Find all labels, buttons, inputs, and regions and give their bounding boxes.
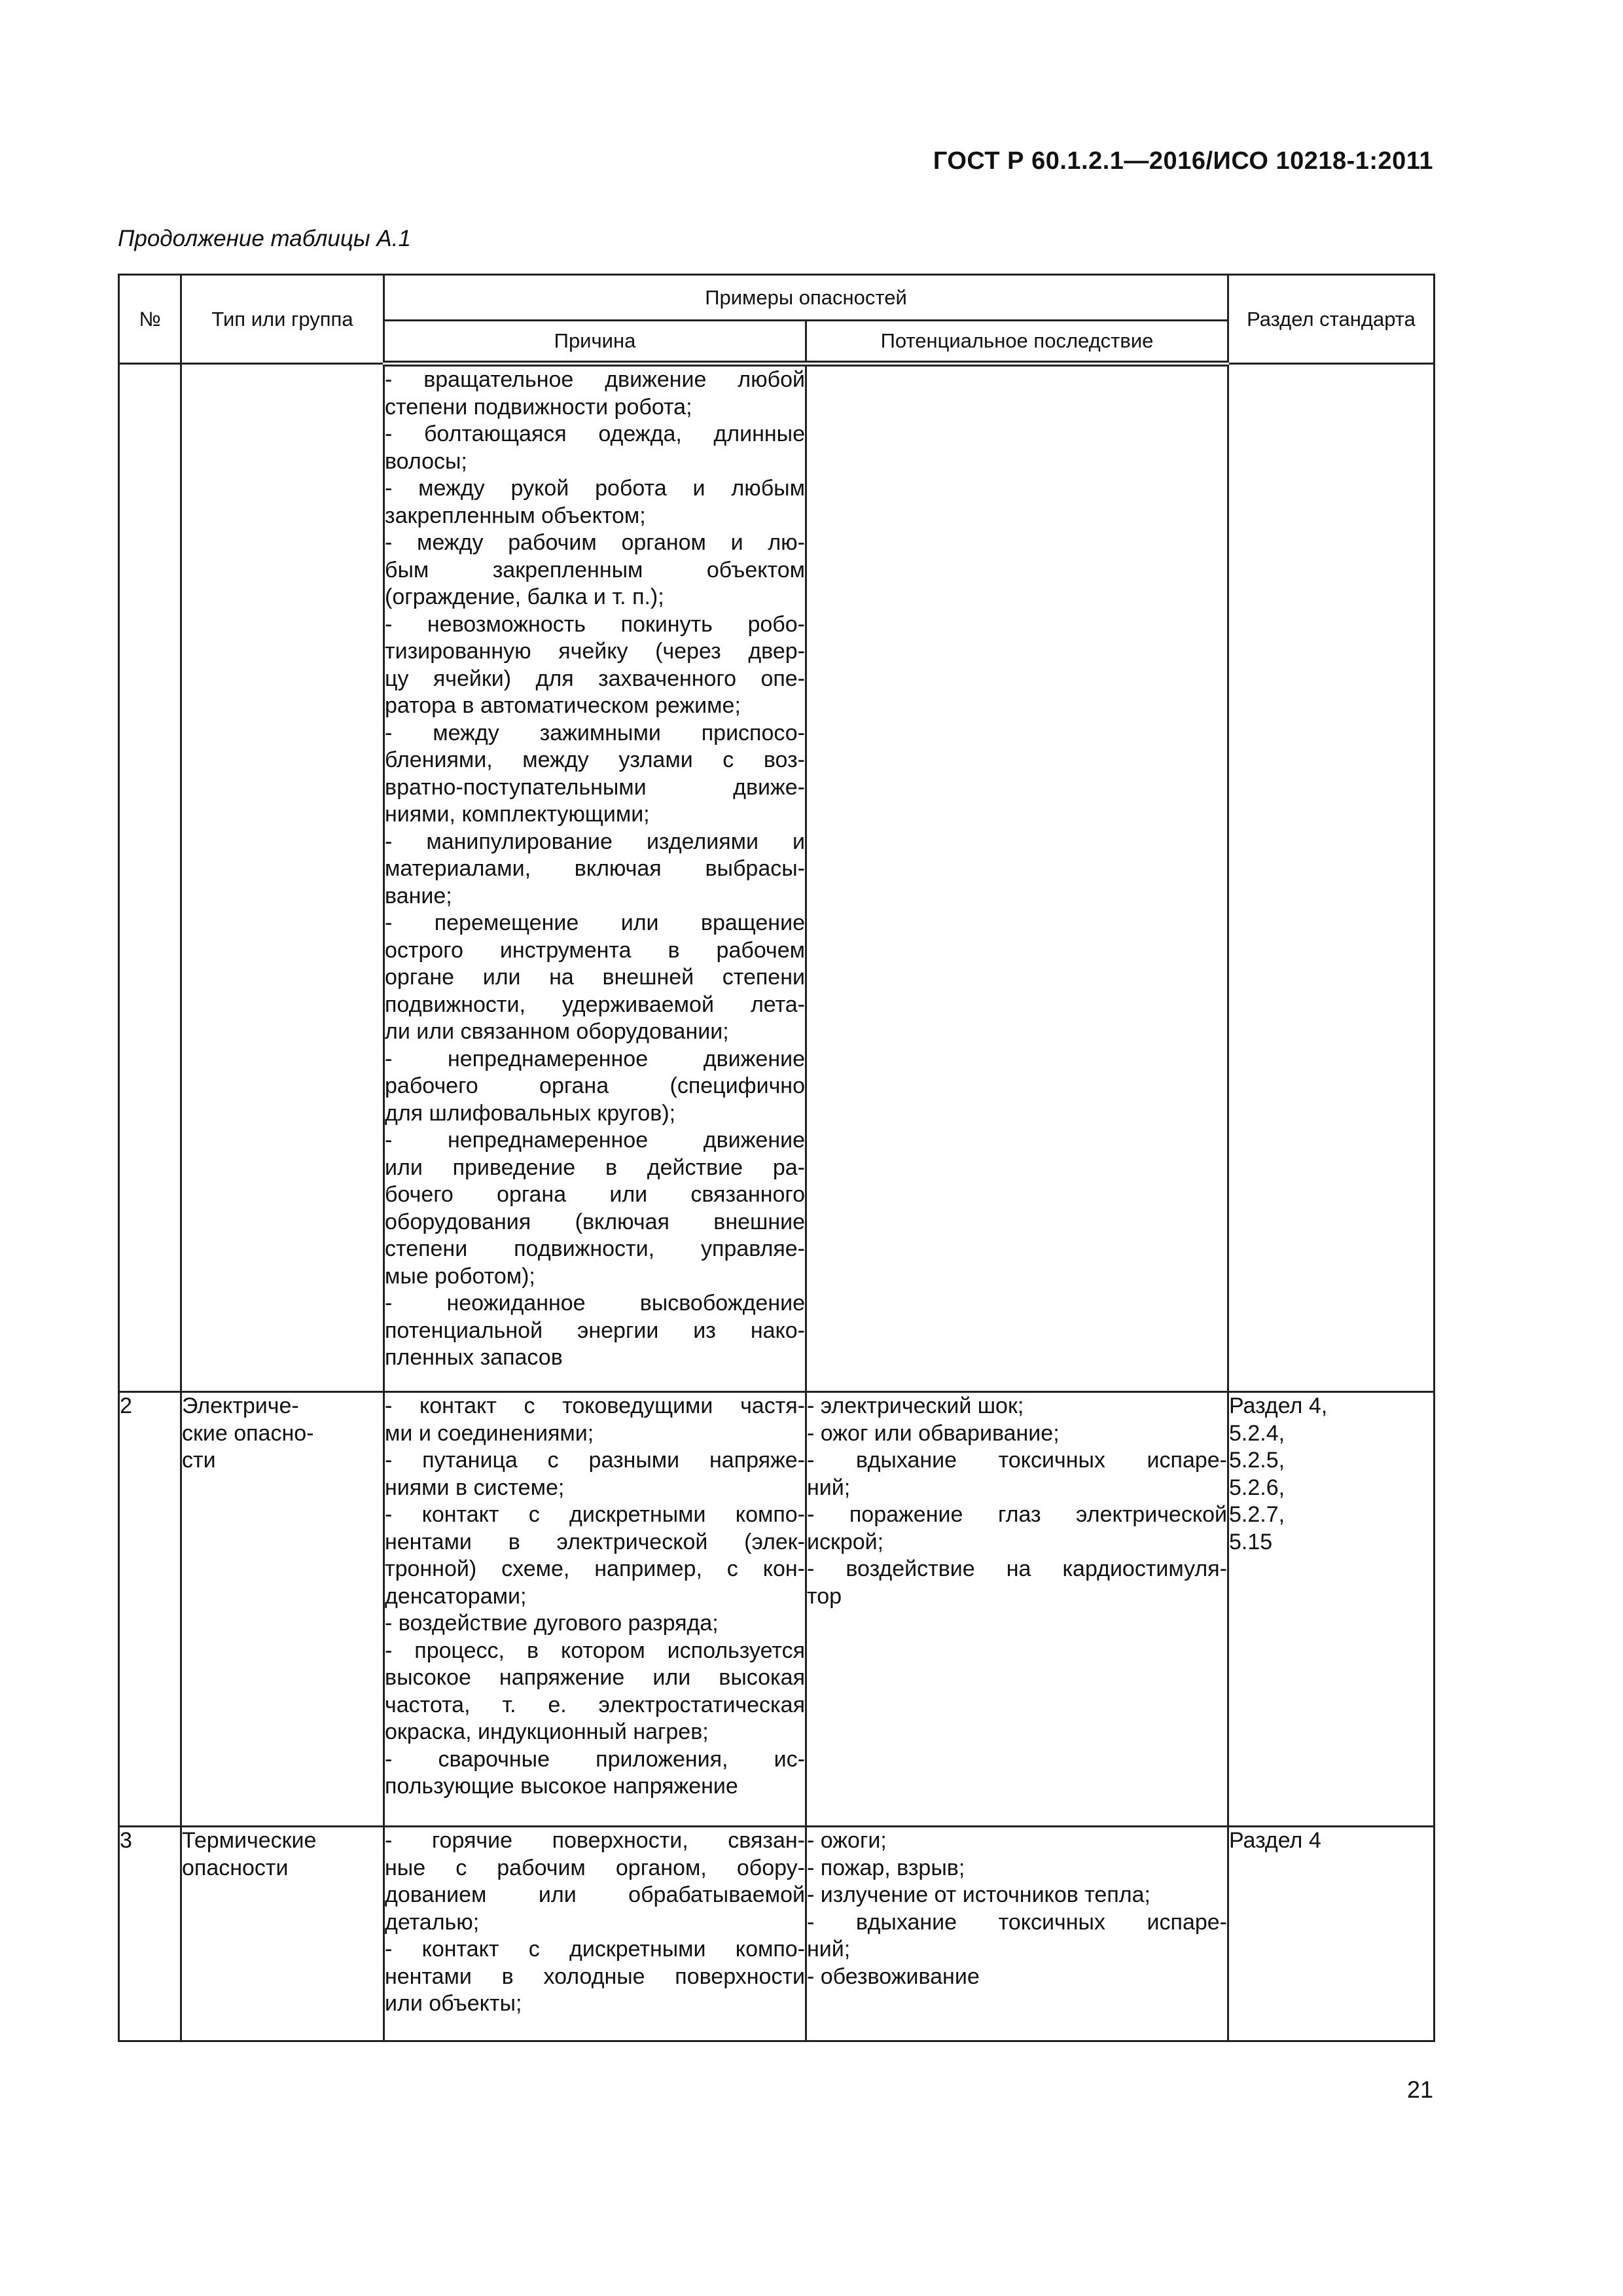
cell-line: тизированную ячейку (через двер- xyxy=(385,639,805,664)
row-number: 2 xyxy=(119,1392,181,1827)
cell-line: - электрический шок; xyxy=(807,1393,1024,1418)
cell-line: - излучение от источников тепла; xyxy=(807,1882,1150,1907)
cell-line: опасности xyxy=(182,1855,289,1880)
header-num: № xyxy=(119,275,181,364)
row-number xyxy=(119,364,181,1392)
hazard-type xyxy=(181,1392,384,1827)
cell-line: волосы; xyxy=(385,448,467,474)
document-header: ГОСТ Р 60.1.2.1—2016/ИСО 10218-1:2011 xyxy=(933,147,1433,175)
cell-line: сти xyxy=(182,1448,216,1473)
cell-line: ли или связанном оборудовании; xyxy=(385,1019,729,1044)
cell-line: (ограждение, балка и т. п.); xyxy=(385,584,664,609)
cell-line: оборудования (включая внешние xyxy=(385,1209,805,1234)
cell-line: нентами в холодные поверхности xyxy=(385,1964,805,1989)
cell-line: - воздействие дугового разряда; xyxy=(385,1611,719,1636)
cell-line: цу ячейки) для захваченного опе- xyxy=(385,666,805,691)
cell-line: - путаница с разными напряже- xyxy=(385,1448,805,1473)
header-cause: Причина xyxy=(384,321,806,364)
cell-line: - пожар, взрыв; xyxy=(807,1855,965,1880)
cell-line: - болтающаяся одежда, длинные xyxy=(385,422,805,446)
cell-line: пользующие высокое напряжение xyxy=(385,1774,738,1799)
hazards-table xyxy=(118,274,1435,2042)
cell-line: - контакт с дискретными компо- xyxy=(385,1937,805,1962)
cell-line: - вдыхание токсичных испаре- xyxy=(807,1909,1227,1935)
cell-line: - непреднамеренное движение xyxy=(385,1128,805,1153)
cell-line: вание; xyxy=(385,883,452,908)
cell-line: подвижности, удерживаемой лета- xyxy=(385,992,805,1017)
cell-line: или объекты; xyxy=(385,1991,522,2016)
cell-line: материалами, включая выбрасы- xyxy=(385,856,805,881)
cell-line: ми и соединениями; xyxy=(385,1420,594,1446)
cell-line: - поражение глаз электрической xyxy=(807,1502,1227,1527)
hazard-cause xyxy=(384,1827,806,2041)
cell-line: - вдыхание токсичных испаре- xyxy=(807,1448,1227,1473)
cell-line: 5.15 xyxy=(1229,1529,1273,1554)
cell-line: 5.2.4, xyxy=(1229,1420,1285,1446)
hazard-consequence xyxy=(806,1827,1228,2041)
hazard-cause xyxy=(384,364,806,1392)
cell-line: ные с рабочим органом, обору- xyxy=(385,1855,805,1880)
cell-line: - непреднамеренное движение xyxy=(385,1046,805,1071)
standard-section xyxy=(1228,1392,1435,1827)
cell-line: - сварочные приложения, ис- xyxy=(385,1746,805,1772)
cell-line: 5.2.7, xyxy=(1229,1502,1285,1527)
cell-line: бочего органа или связанного xyxy=(385,1182,805,1207)
cell-line: степени подвижности, управляе- xyxy=(385,1236,805,1261)
cell-line: для шлифовальных кругов); xyxy=(385,1100,676,1126)
cell-line: - между рабочим органом и лю- xyxy=(385,530,805,555)
cell-line: ниями, комплектующими; xyxy=(385,802,650,827)
cell-line: - обезвоживание xyxy=(807,1964,980,1989)
cell-line: Раздел 4, xyxy=(1229,1393,1328,1418)
cell-line: - между зажимными приспосо- xyxy=(385,720,805,745)
cell-line: тронной) схеме, например, с кон- xyxy=(385,1556,805,1581)
header-consequence: Потенциальное последствие xyxy=(806,321,1228,364)
cell-line: острого инструмента в рабочем xyxy=(385,937,805,963)
cell-line: деталью; xyxy=(385,1909,480,1935)
hazard-consequence xyxy=(806,364,1228,1392)
hazard-type xyxy=(181,1827,384,2041)
cell-line: - перемещение или вращение xyxy=(385,910,805,935)
table-row xyxy=(119,1827,1435,2041)
hazard-cause xyxy=(384,1392,806,1827)
table-row xyxy=(119,1392,1435,1827)
cell-line: ские опасно- xyxy=(182,1420,314,1446)
hazard-consequence xyxy=(806,1392,1228,1827)
cell-line: Электриче- xyxy=(182,1393,299,1418)
cell-line: ний; xyxy=(807,1937,851,1962)
cell-line: 5.2.5, xyxy=(1229,1448,1285,1473)
cell-line: ратора в автоматическом режиме; xyxy=(385,693,741,718)
cell-line: пленных запасов xyxy=(385,1345,563,1370)
header-section: Раздел стандарта xyxy=(1228,275,1435,364)
cell-line: частота, т. е. электростатическая xyxy=(385,1692,805,1717)
cell-line: высокое напряжение или высокая xyxy=(385,1665,805,1690)
cell-line: рабочего органа (специфично xyxy=(385,1073,805,1098)
page-number: 21 xyxy=(1406,2076,1433,2103)
cell-line: - контакт с дискретными компо- xyxy=(385,1502,805,1527)
hazard-type xyxy=(181,364,384,1392)
table-row xyxy=(119,364,1435,1392)
row-number: 3 xyxy=(119,1827,181,2041)
cell-line: окраска, индукционный нагрев; xyxy=(385,1719,709,1744)
cell-line: - манипулирование изделиями и xyxy=(385,829,805,854)
cell-line: искрой; xyxy=(807,1529,884,1554)
cell-line: органе или на внешней степени xyxy=(385,965,805,990)
cell-line: Термические xyxy=(182,1828,317,1853)
cell-line: бым закрепленным объектом xyxy=(385,557,805,583)
cell-line: - неожиданное высвобождение xyxy=(385,1291,805,1316)
cell-line: закрепленным объектом; xyxy=(385,503,646,528)
cell-line: ний; xyxy=(807,1475,851,1500)
cell-line: - вращательное движение любой xyxy=(385,367,805,392)
cell-line: - ожоги; xyxy=(807,1828,887,1853)
cell-line: блениями, между узлами с воз- xyxy=(385,747,805,772)
cell-line: нентами в электрической (элек- xyxy=(385,1529,805,1554)
cell-line: степени подвижности робота; xyxy=(385,394,692,420)
cell-line: тор xyxy=(807,1583,842,1609)
cell-line: мые роботом); xyxy=(385,1263,535,1289)
cell-line: - невозможность покинуть робо- xyxy=(385,611,805,637)
standard-section xyxy=(1228,1827,1435,2041)
header-examples: Примеры опасностей xyxy=(384,275,1228,321)
table-caption: Продолжение таблицы А.1 xyxy=(118,226,411,251)
cell-line: дованием или обрабатываемой xyxy=(385,1882,805,1907)
cell-line: Раздел 4 xyxy=(1229,1828,1321,1853)
cell-line: - процесс, в котором используется xyxy=(385,1638,805,1663)
cell-line: ниями в системе; xyxy=(385,1475,565,1500)
cell-line: - воздействие на кардиостимуля- xyxy=(807,1556,1227,1581)
standard-section xyxy=(1228,364,1435,1392)
cell-line: - контакт с токоведущими частя- xyxy=(385,1393,805,1418)
cell-line: 5.2.6, xyxy=(1229,1475,1285,1500)
header-type: Тип или группа xyxy=(181,275,384,364)
cell-line: вратно-поступательными движе- xyxy=(385,774,805,800)
cell-line: - ожог или обваривание; xyxy=(807,1420,1060,1446)
cell-line: или приведение в действие ра- xyxy=(385,1155,805,1180)
cell-line: потенциальной энергии из нако- xyxy=(385,1318,805,1343)
cell-line: денсаторами; xyxy=(385,1583,527,1609)
cell-line: - между рукой робота и любым xyxy=(385,476,805,501)
cell-line: - горячие поверхности, связан- xyxy=(385,1828,805,1853)
